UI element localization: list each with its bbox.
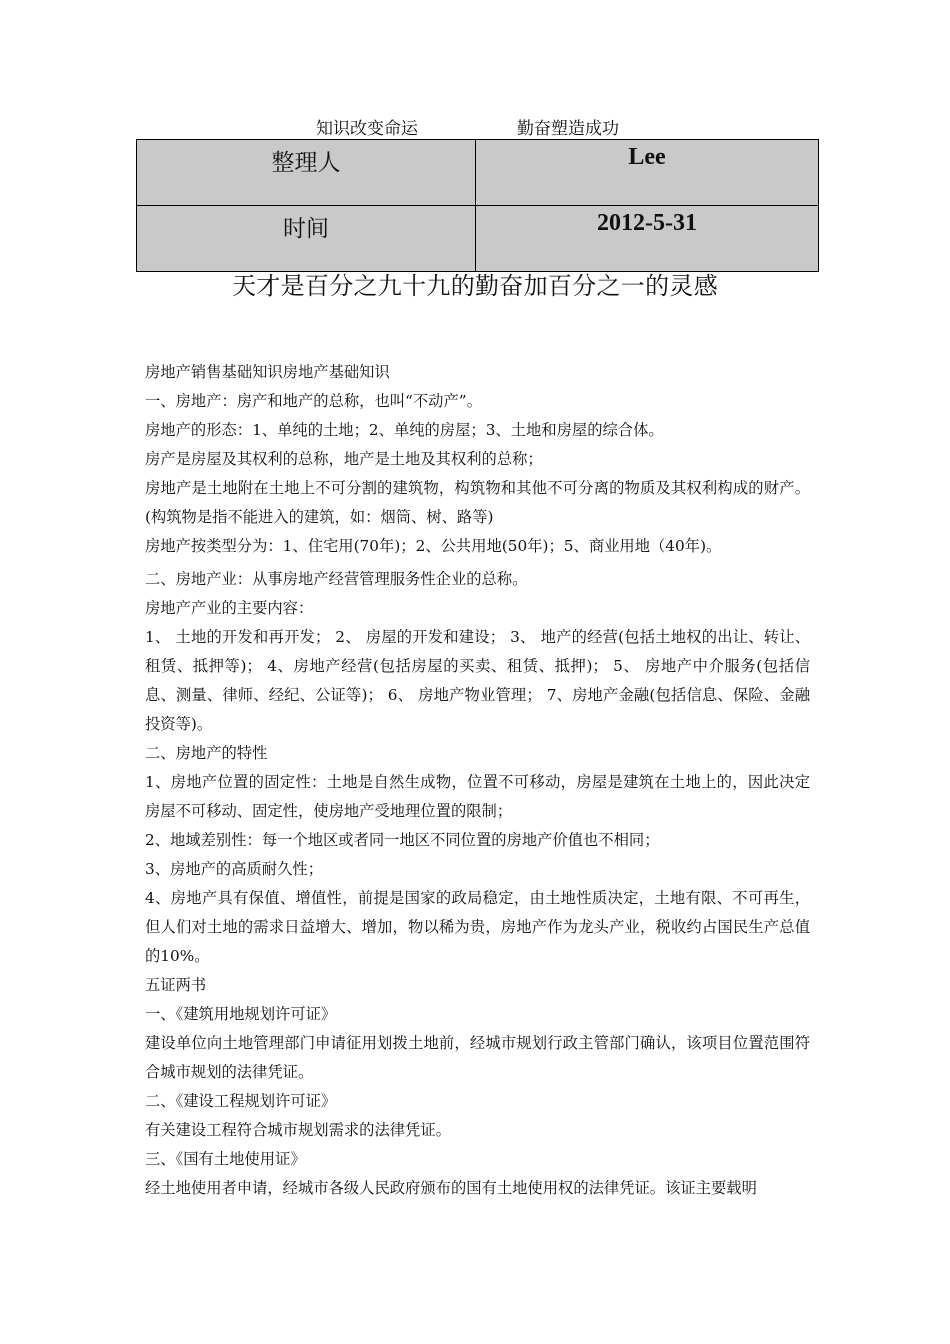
paragraph: 房地产按类型分为：1、住宅用(70年)；2、公共用地(50年)；5、商业用地（40年)。	[145, 537, 722, 555]
paragraph: 房产是房屋及其权利的总称，地产是土地及其权利的总称；	[145, 450, 543, 468]
paragraph: 4、房地产具有保值、增值性，前提是国家的政局稳定，由土地性质决定，土地有限、不可再生，但人们对土地的需求日益增大、增加，物以稀为贵，房地产作为龙头产业，税收约占国民生产总值的10%。	[145, 889, 810, 965]
paragraph: 一、房地产：房产和地产的总称，也叫“不动产”。	[145, 392, 482, 410]
table-row	[137, 140, 819, 206]
paragraph: 一、《建筑用地规划许可证》	[145, 1005, 337, 1023]
paragraph: 经土地使用者申请，经城市各级人民政府颁布的国有土地使用权的法律凭证。该证主要载明	[145, 1179, 757, 1197]
table-row	[137, 206, 819, 272]
paragraph: 三、《国有土地使用证》	[145, 1150, 306, 1168]
paragraph: 房地产产业的主要内容：	[145, 599, 314, 617]
paragraph: 2、地域差别性：每一个地区或者同一地区不同位置的房地产价值也不相同；	[145, 831, 660, 849]
section-title: 五证两书	[145, 976, 207, 994]
compiler-value: Lee	[476, 140, 819, 206]
compiler-label: 整理人	[137, 140, 476, 206]
date-value: 2012-5-31	[476, 206, 819, 272]
paragraph: 二、《建设工程规划许可证》	[145, 1092, 337, 1110]
document-body	[145, 358, 810, 1203]
paragraph: 房地产的形态：1、单纯的土地；2、单纯的房屋；3、土地和房屋的综合体。	[145, 421, 664, 439]
headline-quote: 天才是百分之九十九的勤奋加百分之一的灵感	[232, 272, 718, 300]
date-label: 时间	[137, 206, 476, 272]
section-title: 房地产销售基础知识房地产基础知识	[145, 363, 390, 381]
motto-line	[0, 114, 950, 138]
paragraph: 1、 土地的开发和再开发； 2、 房屋的开发和建设； 3、 地产的经营(包括土地权的出让、转让、租赁、抵押等)； 4、房地产经营(包括房屋的买卖、租赁、抵押)； 5、 房地产中介服务(包括信息、测量、律师、经纪、公证等)； 6、 房地产物业管理； 7、房地产金融(包括信息、保险、金融投资等)。	[145, 628, 810, 733]
info-table	[136, 139, 819, 272]
paragraph: 3、房地产的高质耐久性；	[145, 860, 323, 878]
paragraph: 二、房地产业：从事房地产经营管理服务性企业的总称。	[145, 570, 528, 588]
paragraph: 房地产是土地附在土地上不可分割的建筑物，构筑物和其他不可分离的物质及其权利构成的财产。(构筑物是指不能进入的建筑，如：烟筒、树、路等)	[145, 479, 810, 526]
paragraph: 1、房地产位置的固定性：土地是自然生成物，位置不可移动，房屋是建筑在土地上的，因此决定房屋不可移动、固定性，使房地产受地理位置的限制；	[145, 773, 810, 820]
motto-left: 知识改变命运	[316, 119, 418, 139]
paragraph: 有关建设工程符合城市规划需求的法律凭证。	[145, 1121, 451, 1139]
paragraph: 二、房地产的特性	[145, 744, 268, 762]
paragraph: 建设单位向土地管理部门申请征用划拨土地前，经城市规划行政主管部门确认，该项目位置范围符合城市规划的法律凭证。	[145, 1034, 810, 1081]
motto-right: 勤奋塑造成功	[517, 119, 619, 139]
